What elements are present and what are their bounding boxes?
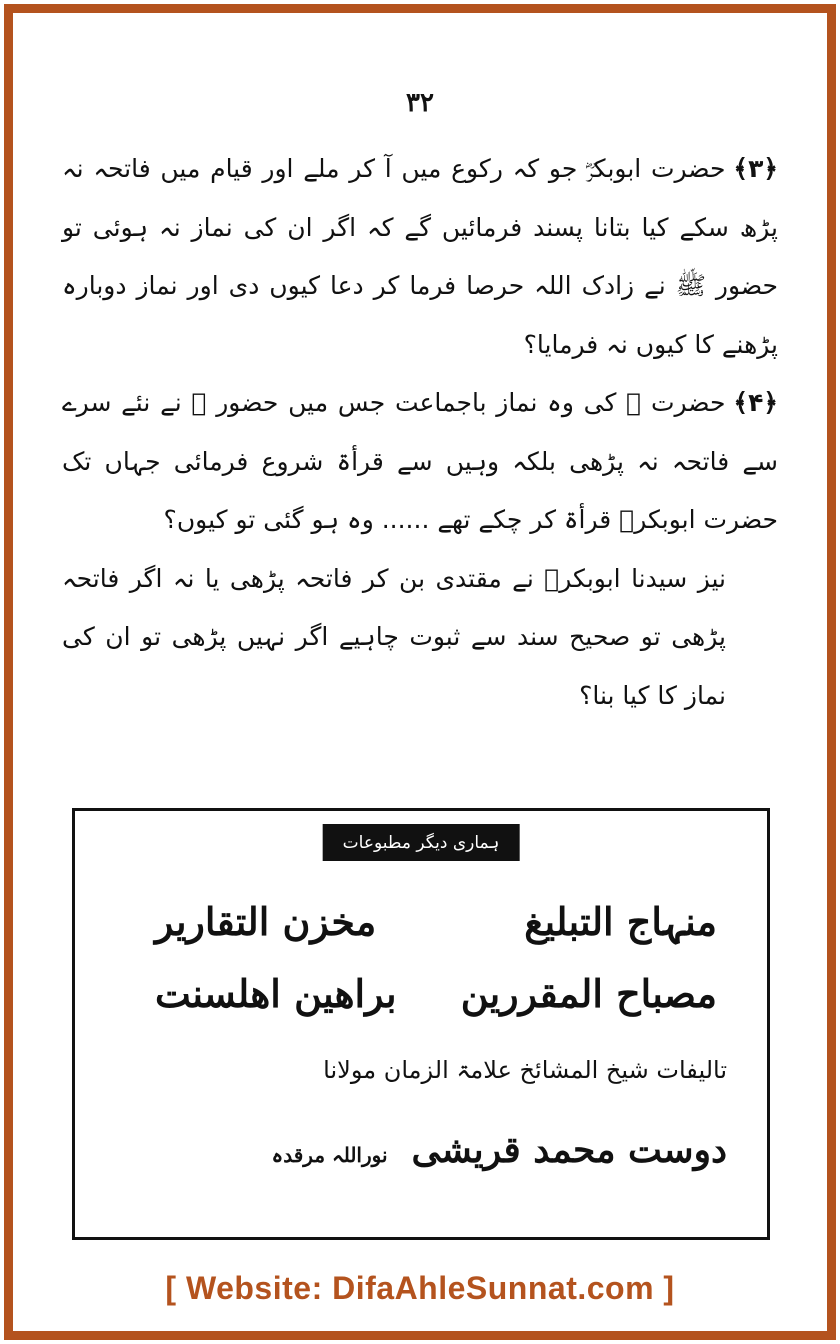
book-title: مصباح المقررین xyxy=(460,971,717,1016)
question-text: نیز سیدنا ابوبکرؓ نے مقتدی بن کر فاتحہ پڑھی یا نہ اگر فاتحہ پڑھی تو صحیح سند سے ثبوت چاہیے اگر نہیں پڑھی تو ان کی نماز کا کیا بنا؟ xyxy=(62,563,726,710)
author-name: دوست محمد قریشی xyxy=(411,1129,727,1171)
book-title: مخزن التقاریر xyxy=(155,899,377,944)
question-3 xyxy=(62,140,778,374)
question-followup xyxy=(62,550,778,726)
question-text: حضرت ﷺ کی وہ نماز باجماعت جس میں حضور ﷺ نے نئے سرے سے فاتحہ نہ پڑھی بلکہ وہیں سے قرأۃ شروع فرمائی جہاں تک حضرت ابوبکرؓ قرأۃ کر چکے تھے ...... وہ ہو گئی تو کیوں؟ xyxy=(62,388,778,534)
question-4 xyxy=(62,374,778,550)
page-number: ۳۲ xyxy=(406,88,434,118)
question-text: حضرت ابوبکرؓ جو کہ رکوع میں آ کر ملے اور قیام میں فاتحہ نہ پڑھ سکے کیا بتانا پسند فرمائیں گے کہ اگر ان کی نماز نہ ہوئی تو حضور ﷺ نے زادک اللہ حرصا فرما کر دعا کیوں دی اور نماز دوبارہ پڑھنے کا کیوں نہ فرمایا؟ xyxy=(62,154,778,359)
book-row xyxy=(95,971,737,1016)
question-number: ﴿۴﴾ xyxy=(733,388,778,417)
question-number: ﴿۳﴾ xyxy=(733,154,778,183)
publications-header: ہماری دیگر مطبوعات xyxy=(323,824,520,861)
author-intro: تالیفات شیخ المشائخ علامۃ الزمان مولانا xyxy=(323,1056,727,1084)
author-name-line xyxy=(272,1129,728,1171)
book-row xyxy=(95,899,737,944)
body-text xyxy=(62,140,778,725)
other-publications-box xyxy=(72,808,770,1240)
book-title: براھین اھلسنت xyxy=(155,971,397,1016)
author-honorific: نوراللہ مرقدہ xyxy=(271,1143,388,1167)
book-title: منہاج التبلیغ xyxy=(524,899,717,944)
website-link[interactable]: [ Website: DifaAhleSunnat.com ] xyxy=(165,1270,675,1306)
